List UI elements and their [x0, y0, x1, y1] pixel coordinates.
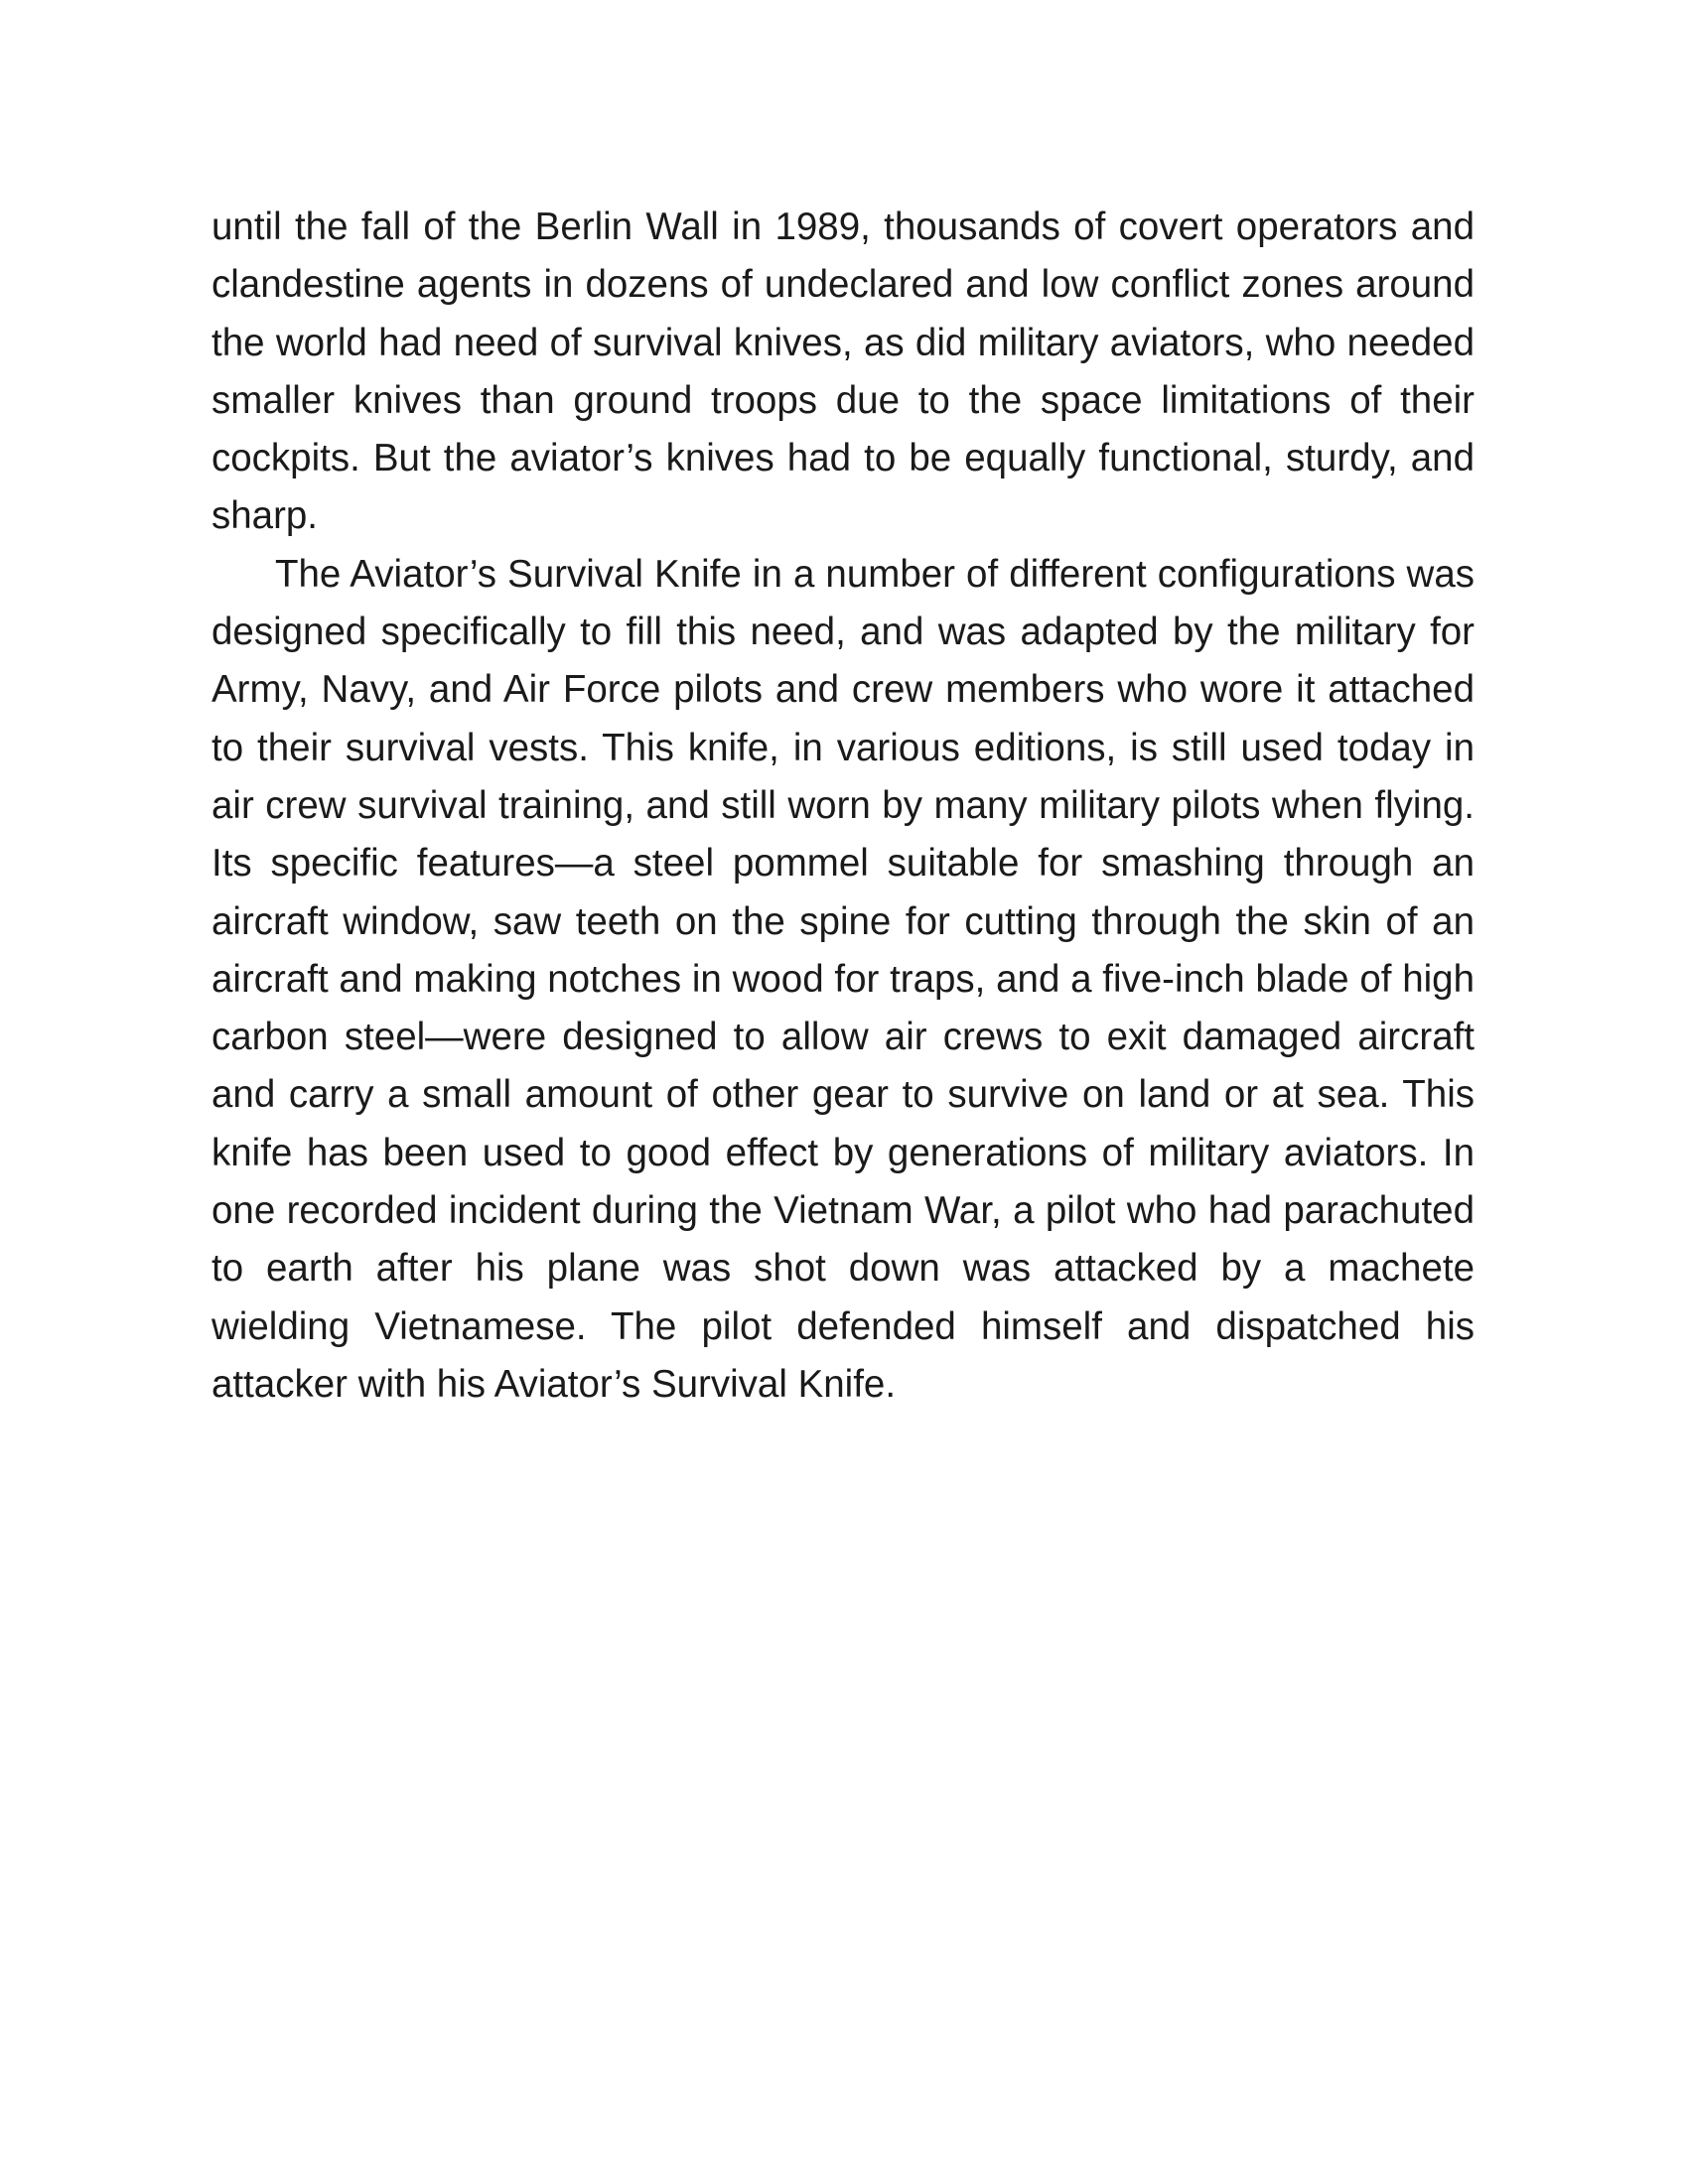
paragraph-aviators-survival-knife: The Aviator’s Survival Knife in a number of different configurations was designed specifically to fill this need, and was adapted by the military for Army, Navy, and Air Force pilots and crew members who wore it attached to their survival vests. This knife, in various editions, is still used today in air crew survival training, and still worn by many military pilots when flying. Its specific features—a steel pommel suitable for smashing through an aircraft window, saw teeth on the spine for cutting through the skin of an aircraft and making notches in wood for traps, and a five-inch blade of high carbon steel—were designed to allow air crews to exit damaged aircraft and carry a small amount of other gear to survive on land or at sea. This knife has been used to good effect by generations of military aviators. In one recorded incident during the Vietnam War, a pilot who had parachuted to earth after his plane was shot down was attacked by a machete wielding Vietnamese. The pilot defended himself and dispatched his attacker with his Aviator’s Survival Knife.: [211, 552, 1475, 1406]
body-text: [211, 199, 1475, 1414]
paragraph-continued: until the fall of the Berlin Wall in 1989, thousands of covert operators and clandestine agents in dozens of undeclared and low conflict zones around the world had need of survival knives, as did military aviators, who needed smaller knives than ground troops due to the space limitations of their cockpits. But the aviator’s knives had to be equally functional, sturdy, and sharp.: [211, 205, 1475, 538]
